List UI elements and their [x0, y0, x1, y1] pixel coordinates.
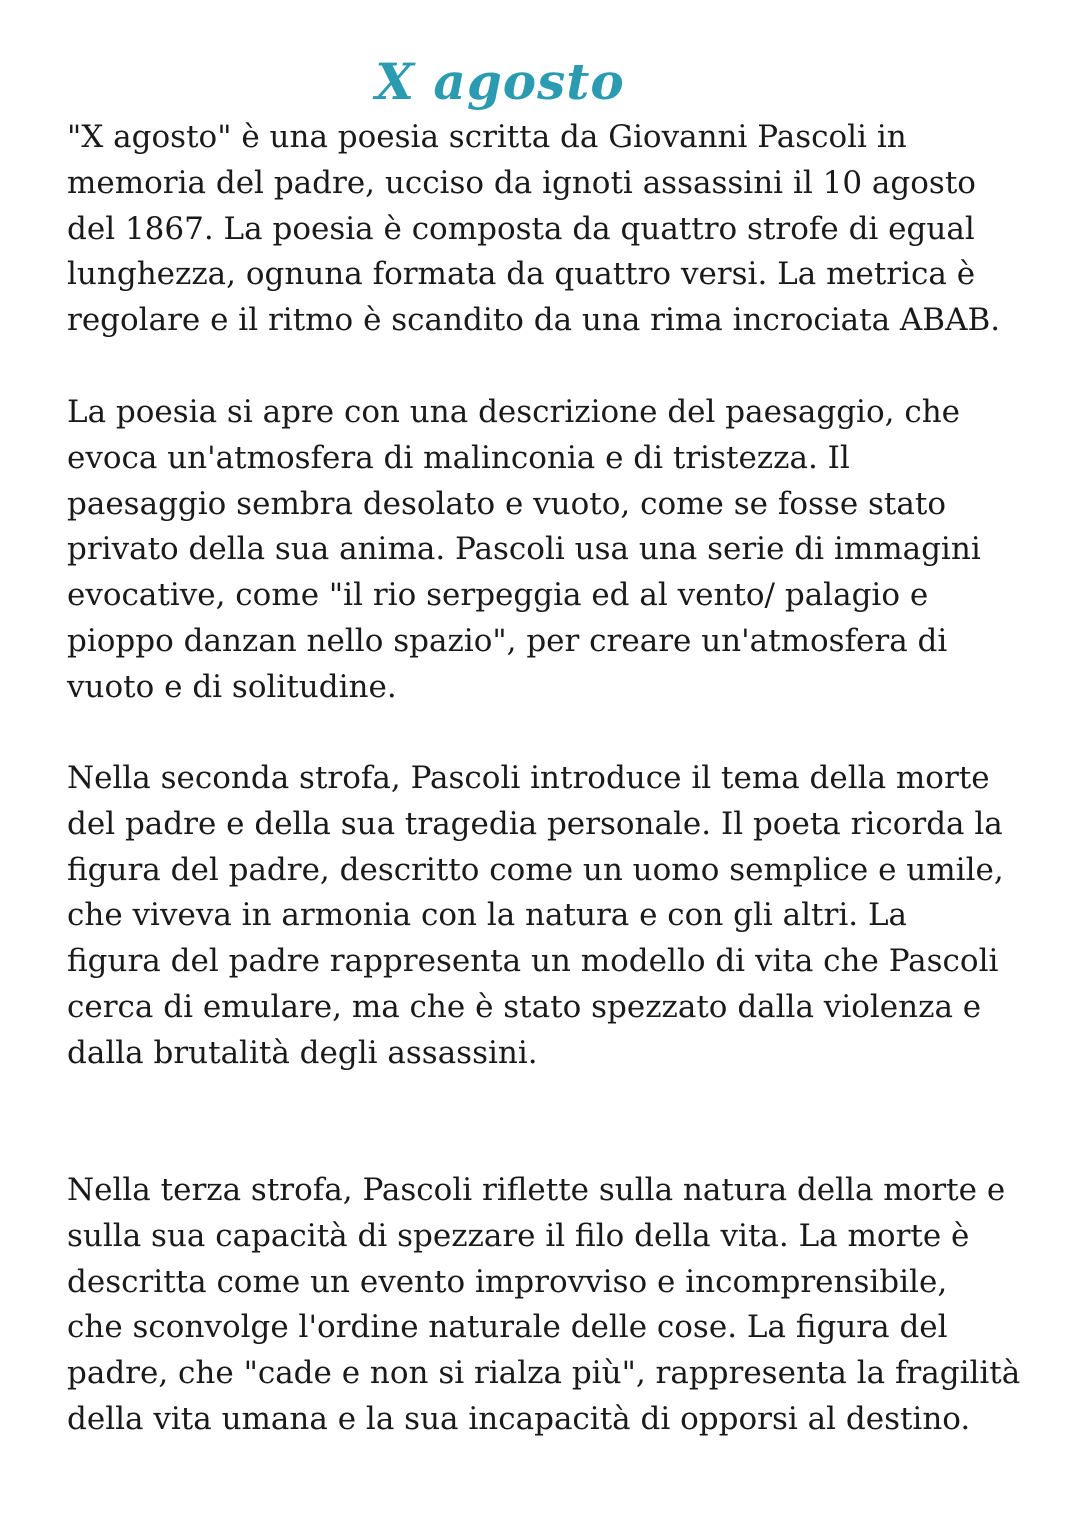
page-title: X agosto [375, 51, 625, 111]
paragraph-second-strophe: Nella seconda strofa, Pascoli introduce il tema della morte del padre e della sua tragedia personale. Il poeta ricorda la figura del padre, descritto come un uomo semplice e umile, che viveva in armonia con la natura e con gli altri. La figura del padre rappresenta un modello di vita che Pascoli cerca di emulare, ma che è stato spezzato dalla violenza e dalla brutalità degli assassini. [67, 760, 1004, 1071]
paragraph-third-strophe: Nella terza strofa, Pascoli riflette sulla natura della morte e sulla sua capacità di spezzare il filo della vita. La morte è descritta come un evento improvviso e incomprensibile, che sconvolge l'ordine naturale delle cose. La figura del padre, che "cade e non si rialza più", rappresenta la fragilità della vita umana e la sua incapacità di opporsi al destino. [67, 1172, 1021, 1437]
paragraph-intro: "X agosto" è una poesia scritta da Giovanni Pascoli in memoria del padre, ucciso da ignoti assassini il 10 agosto del 1867. La poesia è composta da quattro strofe di egual lunghezza, ognuna formata da quattro versi. La metrica è regolare e il ritmo è scandito da una rima incrociata ABAB. [67, 119, 1001, 339]
paragraph-landscape: La poesia si apre con una descrizione del paesaggio, che evoca un'atmosfera di malinconia e di tristezza. Il paesaggio sembra desolato e vuoto, come se fosse stato privato della sua anima. Pascoli usa una serie di immagini evocative, come "il rio serpeggia ed al vento/ palagio e pioppo danzan nello spazio", per creare un'atmosfera di vuoto e di solitudine. [67, 394, 981, 705]
